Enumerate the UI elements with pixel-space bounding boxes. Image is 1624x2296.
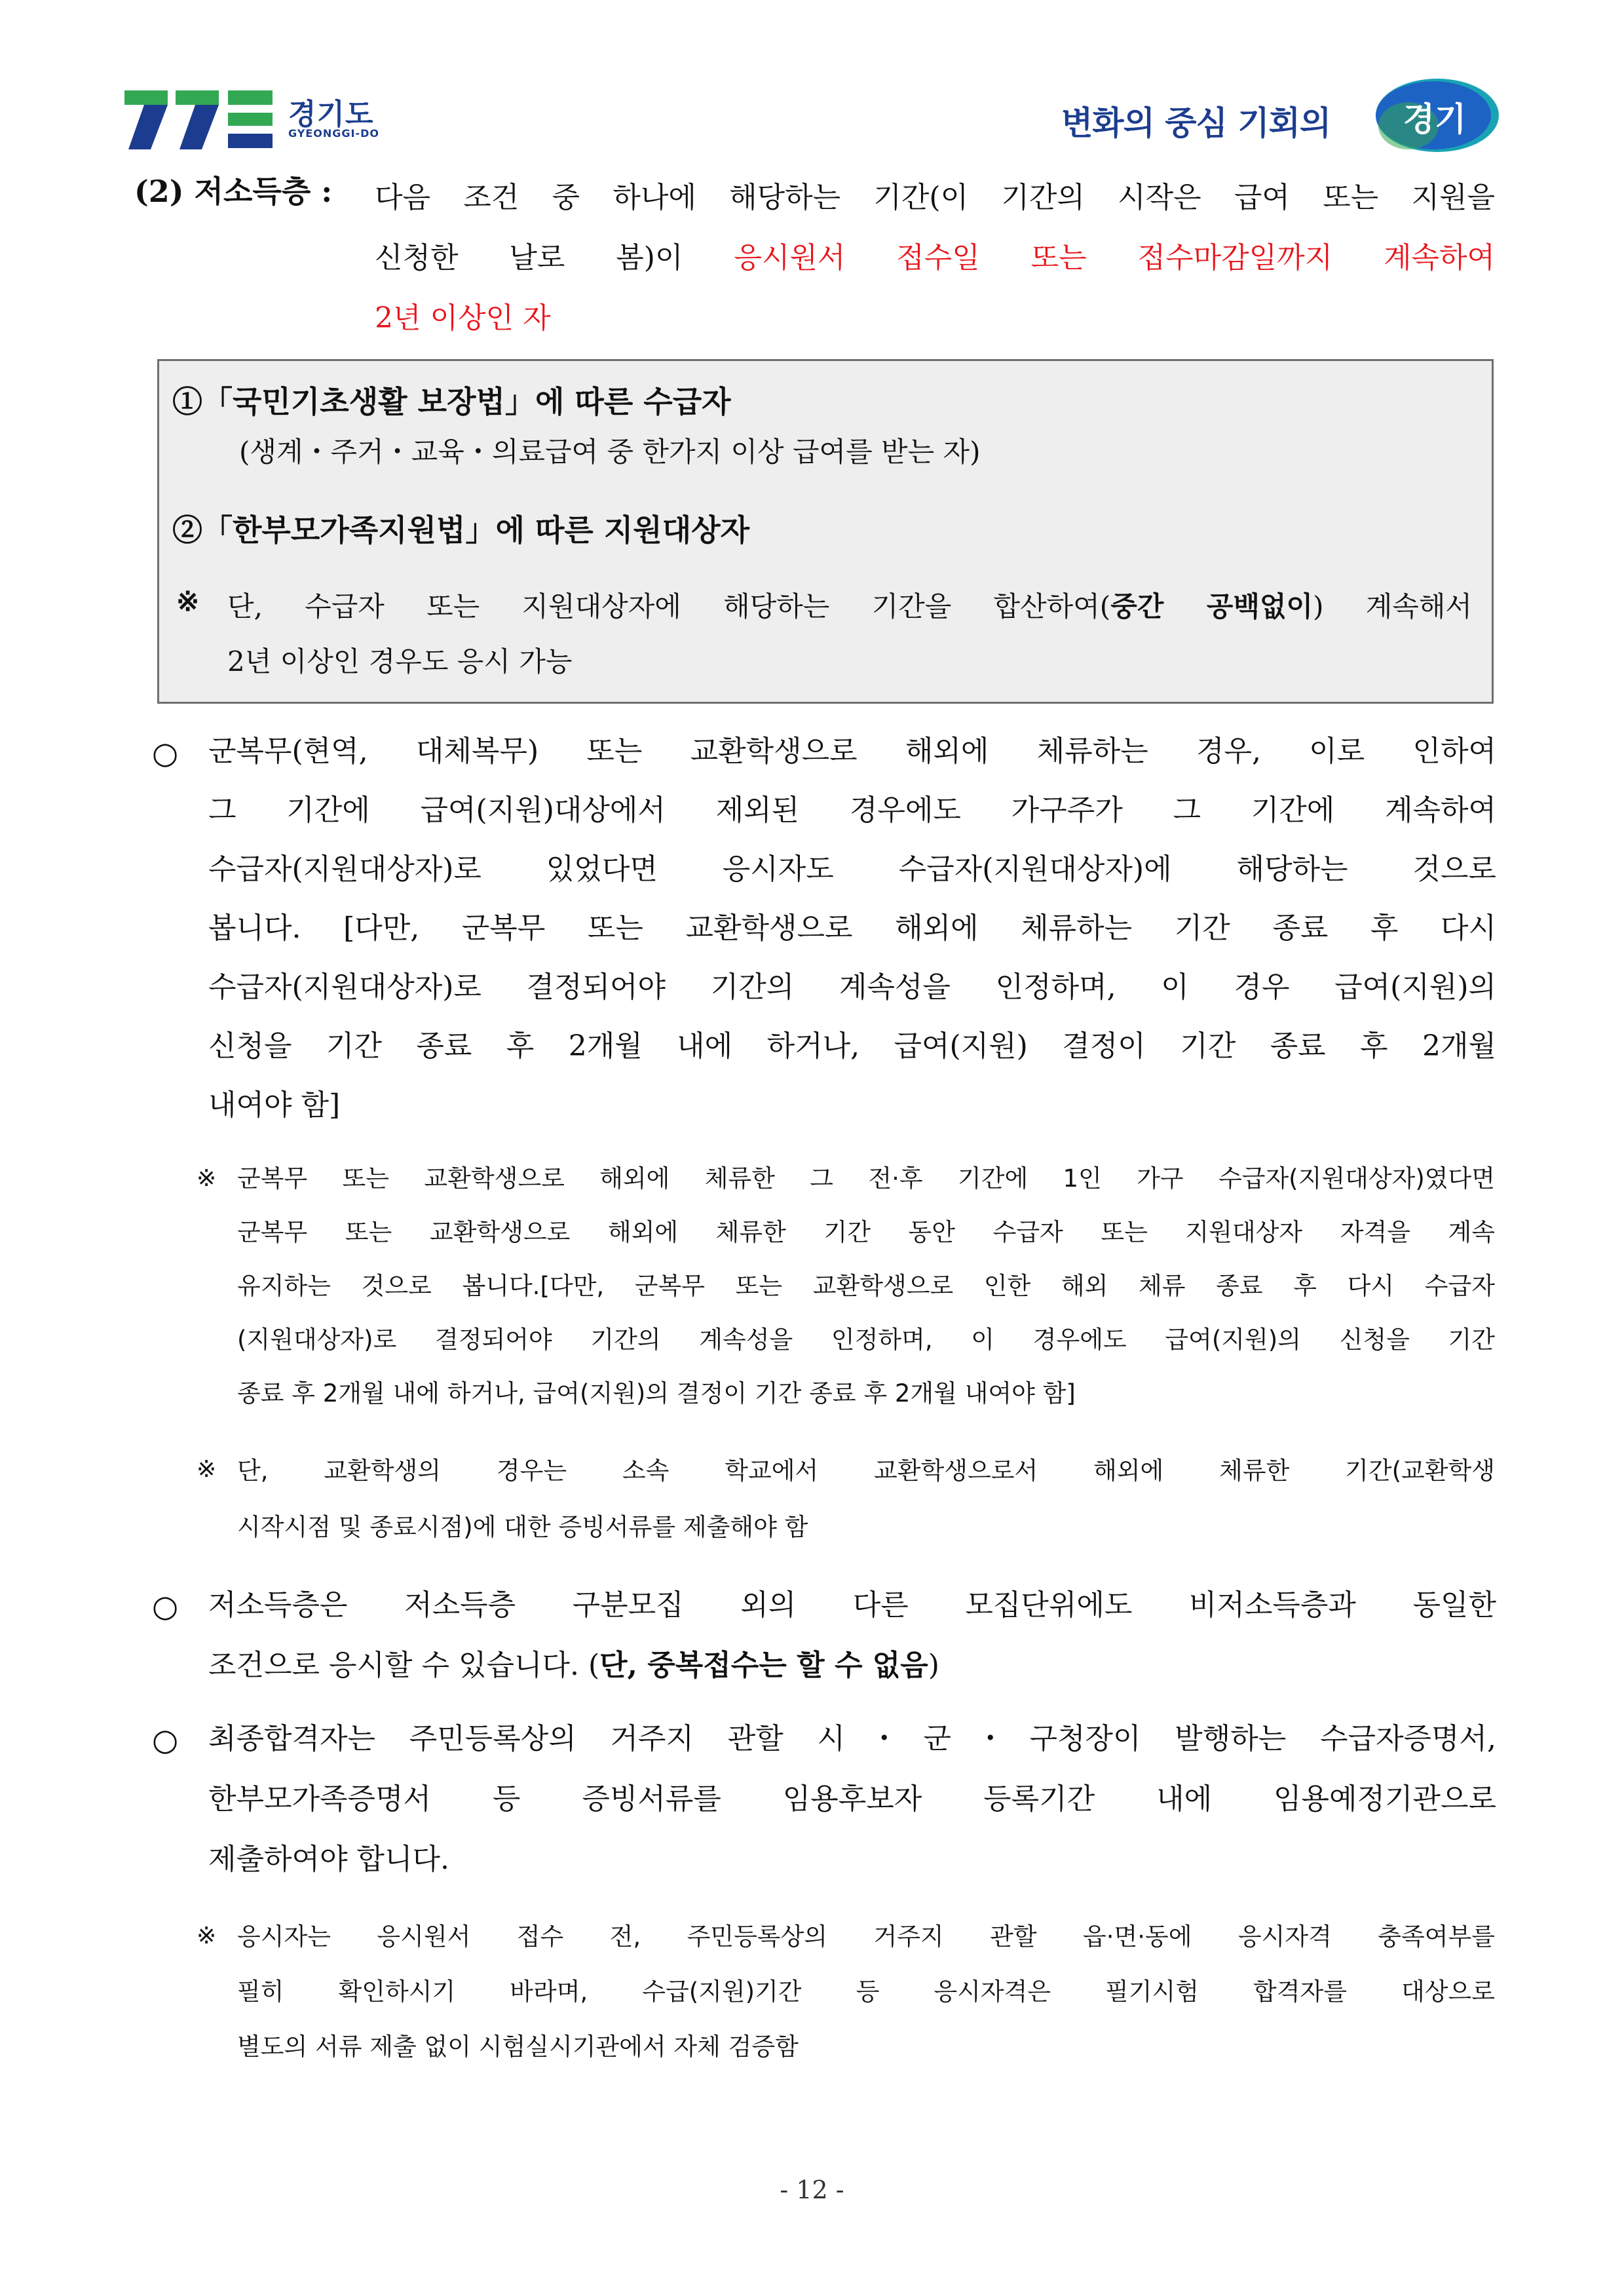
paragraph-line: 한부모가족증명서 등 증빙서류를 임용후보자 등록기간 내에 임용예정기관으로	[208, 1782, 1496, 1816]
paragraph-line: 신청을 기간 종료 후 2개월 내에 하거나, 급여(지원) 결정이 기간 종료 후 2개월	[208, 1029, 1496, 1063]
note-line: 응시자는 응시원서 접수 전, 주민등록상의 거주지 관할 읍·면·동에 응시자격 충족여부를	[237, 1923, 1495, 1951]
bullet-circle-icon: ○	[152, 1722, 179, 1757]
criteria-item-sub: (생계・주거・교육・의료급여 중 한가지 이상 급여를 받는 자)	[239, 436, 981, 468]
bullet-circle-icon: ○	[152, 735, 179, 771]
paragraph-line: 봅니다. [다만, 군복무 또는 교환학생으로 해외에 체류하는 기간 종료 후 다시	[208, 911, 1496, 945]
note-line: (지원대상자)로 결정되어야 기간의 계속성을 인정하며, 이 경우에도 급여(지원)의 신청을 기간	[237, 1326, 1495, 1354]
note-mark-icon: ※	[176, 585, 200, 617]
note-mark-icon: ※	[197, 1456, 217, 1483]
criteria-item-title: ②「한부모가족지원법」에 따른 지원대상자	[172, 512, 750, 548]
highlight-text: 2년 이상인 자	[375, 301, 551, 335]
badge-label: 경기	[1403, 100, 1467, 138]
note-line: 시작시점 및 종료시점)에 대한 증빙서류를 제출해야 함	[237, 1513, 808, 1541]
section-desc-line	[375, 228, 1495, 288]
highlight-text: 응시원서 접수일 또는 접수마감일까지 계속하여	[734, 241, 1495, 275]
note-line: 필히 확인하시기 바라며, 수급(지원)기간 등 응시자격은 필기시험 합격자를 대상으로	[237, 1978, 1495, 2006]
note-mark-icon: ※	[197, 1923, 217, 1949]
paragraph-line: 그 기간에 급여(지원)대상에서 제외된 경우에도 가구주가 그 기간에 계속하여	[208, 794, 1496, 827]
criteria-box	[157, 359, 1494, 704]
note-text: ) 계속해서	[1313, 590, 1472, 622]
gyeonggi-logo	[124, 90, 387, 149]
note-line: 유지하는 것으로 봅니다.[다만, 군복무 또는 교환학생으로 인한 해외 체류 종료 후 다시 수급자	[237, 1272, 1495, 1300]
paragraph-line: 군복무(현역, 대체복무) 또는 교환학생으로 해외에 체류하는 경우, 이로 인하여	[208, 735, 1496, 768]
gyeonggi-logo-mark-icon	[124, 90, 275, 149]
note-paragraph	[237, 1909, 1495, 2075]
section-description	[375, 168, 1495, 349]
desc-text: 신청한 날로 봄)이	[375, 241, 734, 275]
bullet-circle-icon: ○	[152, 1588, 179, 1624]
paragraph-line: 저소득층은 저소득층 구분모집 외의 다른 모집단위에도 비저소득층과 동일한	[208, 1588, 1496, 1622]
org-subtitle: GYEONGGI-DO	[288, 127, 380, 140]
paragraph-line	[208, 1636, 1496, 1696]
bullet-paragraph	[208, 1709, 1496, 1890]
paragraph-text: 조건으로 응시할 수 있습니다. (	[208, 1649, 600, 1682]
paragraph-line: 내여야 함]	[208, 1088, 341, 1122]
paragraph-line: 수급자(지원대상자)로 결정되어야 기간의 계속성을 인정하며, 이 경우 급여(지원)의	[208, 970, 1496, 1004]
bullet-paragraph	[208, 1575, 1496, 1696]
header-slogan: 변화의 중심 기회의	[1061, 104, 1331, 142]
note-paragraph	[237, 1152, 1495, 1421]
note-mark-icon: ※	[197, 1165, 217, 1192]
note-line: 군복무 또는 교환학생으로 해외에 체류한 그 전·후 기간에 1인 가구 수급자(지원대상자)였다면	[237, 1164, 1495, 1193]
note-text: 단, 수급자 또는 지원대상자에 해당하는 기간을 합산하여(	[227, 590, 1111, 622]
note-line: 군복무 또는 교환학생으로 해외에 체류한 기간 동안 수급자 또는 지원대상자 자격을 계속	[237, 1218, 1495, 1246]
org-name: 경기도	[288, 98, 374, 131]
paragraph-line: 수급자(지원대상자)로 있었다면 응시자도 수급자(지원대상자)에 해당하는 것으로	[208, 852, 1496, 886]
note-line: 종료 후 2개월 내에 하거나, 급여(지원)의 결정이 기간 종료 후 2개월 내여야 함]	[237, 1379, 1076, 1407]
page-number: - 12 -	[780, 2175, 844, 2204]
criteria-item-title: ①「국민기초생활 보장법」에 따른 수급자	[172, 384, 731, 419]
paragraph-bold-text: 단, 중복접수는 할 수 없음	[599, 1649, 928, 1682]
criteria-note-line	[227, 585, 1472, 624]
section-title: (2) 저소득층 :	[134, 174, 333, 209]
note-bold-text: 중간 공백없이	[1110, 590, 1313, 622]
paragraph-line: 제출하여야 합니다.	[208, 1843, 450, 1876]
criteria-note-line: 2년 이상인 경우도 응시 가능	[227, 645, 573, 678]
section-desc-line: 다음 조건 중 하나에 해당하는 기간(이 기간의 시작은 급여 또는 지원을	[375, 181, 1495, 214]
gyeonggi-badge	[1369, 77, 1500, 153]
note-paragraph	[237, 1443, 1495, 1556]
paragraph-text: )	[928, 1649, 939, 1682]
note-line: 별도의 서류 제출 없이 시험실시기관에서 자체 검증함	[237, 2033, 799, 2061]
paragraph-line: 최종합격자는 주민등록상의 거주지 관할 시・군・구청장이 발행하는 수급자증명서,	[208, 1722, 1496, 1755]
bullet-paragraph	[208, 722, 1496, 1135]
note-line: 단, 교환학생의 경우는 소속 학교에서 교환학생으로서 해외에 체류한 기간(교환학생	[237, 1457, 1495, 1485]
